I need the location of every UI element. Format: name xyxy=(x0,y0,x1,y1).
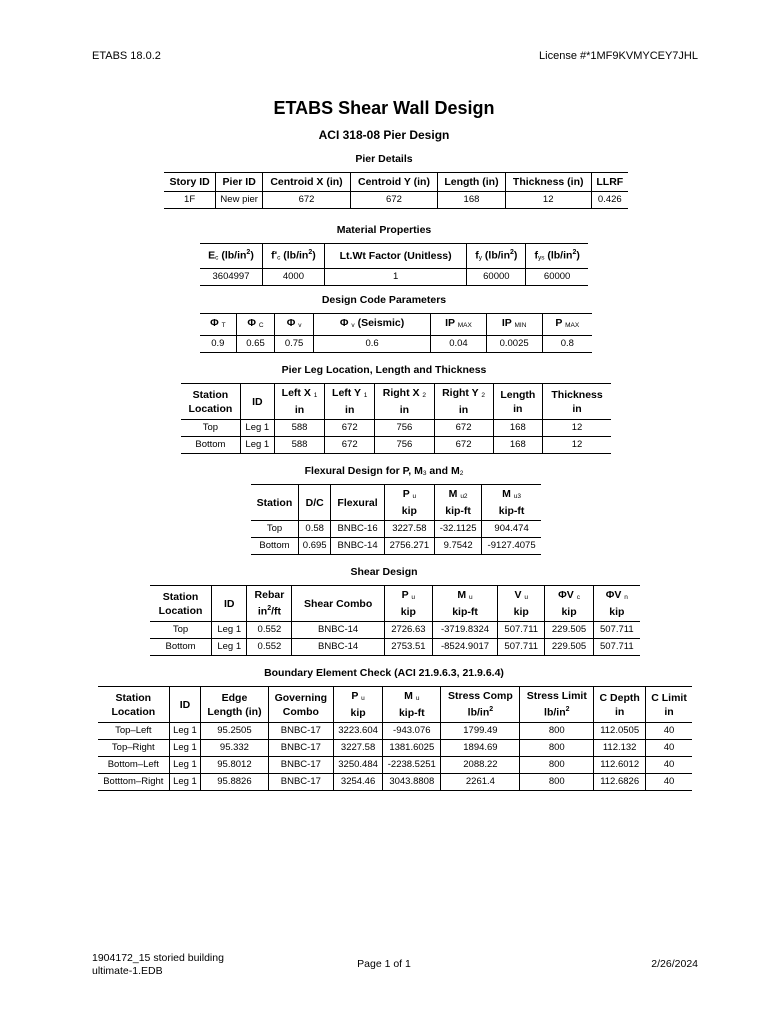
table-cell: Bottom xyxy=(251,538,298,555)
table-cell: 800 xyxy=(520,740,594,757)
table-cell: 0.552 xyxy=(247,622,292,639)
table-cell: 1381.6025 xyxy=(383,740,441,757)
footer-file-name: 1904172_15 storied building ultimate-1.EDB xyxy=(92,952,224,977)
flexural-design-table xyxy=(251,484,541,555)
table-cell: 904.474 xyxy=(482,521,541,538)
section-pier-leg: Pier Leg Location, Length and Thickness xyxy=(281,364,487,376)
col-mu: M $_u$ kip-ft xyxy=(383,687,441,723)
col-p-max: P $_{MAX}$ xyxy=(542,314,592,336)
table-cell: Top xyxy=(150,622,212,639)
table-cell: -8524.9017 xyxy=(432,639,497,656)
table-row xyxy=(181,437,611,454)
section-boundary-element: Boundary Element Check (ACI 21.9.6.3, 21.9.6.4) xyxy=(264,667,504,679)
table-cell: 112.0505 xyxy=(594,723,646,740)
col-phi-c: Φ $_C$ xyxy=(236,314,275,336)
table-cell: 0.552 xyxy=(247,639,292,656)
col-length: Length in xyxy=(493,384,543,420)
table-cell: 0.695 xyxy=(298,538,330,555)
table-cell: -32.1125 xyxy=(435,521,482,538)
table-cell: 95.332 xyxy=(201,740,268,757)
table-cell: Leg 1 xyxy=(240,420,274,437)
table-cell: 229.505 xyxy=(545,639,593,656)
section-pier-details: Pier Details xyxy=(355,153,413,165)
table-header-cell: LLRF xyxy=(591,173,628,192)
table-cell: -943.076 xyxy=(383,723,441,740)
table-cell: 507.711 xyxy=(593,639,640,656)
design-code-table xyxy=(200,313,592,353)
table-cell: 40 xyxy=(646,740,692,757)
table-cell: 3254.46 xyxy=(334,774,383,791)
col-ip-min: IP $_{MIN}$ xyxy=(486,314,542,336)
table-cell: 0.8 xyxy=(542,336,592,353)
table-cell: BNBC-17 xyxy=(268,723,333,740)
table-cell: 672 xyxy=(434,437,493,454)
col-fys: $f_{ys}$ $(lb/in^2)$ xyxy=(526,244,588,269)
table-header-cell: Pier ID xyxy=(216,173,263,192)
col-ec: $E_c$ $(lb/in^2)$ xyxy=(200,244,262,269)
table-cell: 756 xyxy=(375,420,434,437)
table-cell: Leg 1 xyxy=(240,437,274,454)
table-cell: 1894.69 xyxy=(441,740,520,757)
table-cell: 229.505 xyxy=(545,622,593,639)
table-cell: Top xyxy=(251,521,298,538)
col-phi-vc: ΦV $_c$ kip xyxy=(545,586,593,622)
table-cell: 2088.22 xyxy=(441,757,520,774)
col-thickness: Thickness in xyxy=(543,384,611,420)
table-row xyxy=(164,192,628,209)
col-station: Station Location xyxy=(150,586,212,622)
table-cell: 800 xyxy=(520,723,594,740)
table-row xyxy=(98,740,692,757)
table-cell: 112.6012 xyxy=(594,757,646,774)
section-flexural-design: Flexural Design for P, $M_3$ and $M_2$ xyxy=(304,465,464,477)
table-row xyxy=(150,622,640,639)
table-cell: 2753.51 xyxy=(384,639,432,656)
table-cell: 12 xyxy=(505,192,591,209)
table-header-cell: Story ID xyxy=(164,173,216,192)
table-row xyxy=(181,420,611,437)
table-cell: 95.8012 xyxy=(201,757,268,774)
table-cell: -9127.4075 xyxy=(482,538,541,555)
col-mu2: M $_{u2}$ kip-ft xyxy=(435,485,482,521)
table-cell: 60000 xyxy=(526,268,588,285)
table-cell: 672 xyxy=(325,420,375,437)
table-cell: Leg 1 xyxy=(169,723,201,740)
pier-leg-table xyxy=(181,383,611,454)
table-cell: 3604997 xyxy=(200,268,262,285)
table-cell: 588 xyxy=(274,420,324,437)
table-cell: 168 xyxy=(493,420,543,437)
col-edge-length: Edge Length (in) xyxy=(201,687,268,723)
table-cell: Leg 1 xyxy=(212,639,247,656)
report-subtitle: ACI 318-08 Pier Design xyxy=(318,128,450,142)
col-stress-comp: Stress Comp $lb/in^2$ xyxy=(441,687,520,723)
table-cell: Bottom xyxy=(150,639,212,656)
table-cell: 4000 xyxy=(262,268,324,285)
table-cell: Leg 1 xyxy=(169,740,201,757)
col-c-limit: C Limit in xyxy=(646,687,692,723)
col-pu: P $_u$ kip xyxy=(384,586,432,622)
col-dc: D/C xyxy=(298,485,330,521)
table-cell: 168 xyxy=(438,192,506,209)
table-cell: BNBC-17 xyxy=(268,757,333,774)
table-cell: 672 xyxy=(350,192,437,209)
table-cell: New pier xyxy=(216,192,263,209)
table-cell: Top–Left xyxy=(98,723,169,740)
table-header-cell: Thickness (in) xyxy=(505,173,591,192)
material-properties-table xyxy=(200,243,588,286)
table-cell: 0.58 xyxy=(298,521,330,538)
table-cell: Top–Right xyxy=(98,740,169,757)
col-id: ID xyxy=(240,384,274,420)
boundary-element-table xyxy=(98,686,692,791)
table-cell: 2726.63 xyxy=(384,622,432,639)
app-version: ETABS 18.0.2 xyxy=(92,50,161,62)
table-cell: 507.711 xyxy=(498,622,545,639)
table-cell: 507.711 xyxy=(498,639,545,656)
table-cell: BNBC-17 xyxy=(268,774,333,791)
table-cell: -3719.8324 xyxy=(432,622,497,639)
table-cell: 95.2505 xyxy=(201,723,268,740)
table-cell: 0.65 xyxy=(236,336,275,353)
table-cell: 12 xyxy=(543,420,611,437)
col-mu3: M $_{u3}$ kip-ft xyxy=(482,485,541,521)
pier-details-table xyxy=(164,172,628,209)
table-cell: Top xyxy=(181,420,240,437)
col-right-x: Right X $_2$ in xyxy=(375,384,434,420)
table-cell: BNBC-17 xyxy=(268,740,333,757)
section-material-properties: Material Properties xyxy=(336,224,432,236)
table-cell: Leg 1 xyxy=(169,774,201,791)
table-cell: Bottom xyxy=(181,437,240,454)
table-cell: 1799.49 xyxy=(441,723,520,740)
col-c-depth: C Depth in xyxy=(594,687,646,723)
table-cell: 0.75 xyxy=(275,336,314,353)
table-cell: 95.8826 xyxy=(201,774,268,791)
col-fc: $f'_c$ $(lb/in^2)$ xyxy=(262,244,324,269)
table-cell: Bottom–Left xyxy=(98,757,169,774)
col-phi-vn: ΦV $_n$ kip xyxy=(593,586,640,622)
col-fy: $f_y$ $(lb/in^2)$ xyxy=(467,244,526,269)
table-cell: Leg 1 xyxy=(212,622,247,639)
col-ltwt: Lt.Wt Factor (Unitless) xyxy=(324,244,467,269)
table-cell: 672 xyxy=(434,420,493,437)
table-cell: 12 xyxy=(543,437,611,454)
table-cell: 3227.58 xyxy=(384,521,434,538)
table-cell: 0.426 xyxy=(591,192,628,209)
col-pu: P $_u$ kip xyxy=(384,485,434,521)
license-number: License #*1MF9KVMYCEY7JHL xyxy=(539,50,698,62)
table-cell: 60000 xyxy=(467,268,526,285)
table-cell: 0.04 xyxy=(431,336,486,353)
col-stress-limit: Stress Limit $lb/in^2$ xyxy=(520,687,594,723)
col-pu: P $_u$ kip xyxy=(334,687,383,723)
table-row xyxy=(200,268,588,285)
table-cell: 3223.604 xyxy=(334,723,383,740)
col-station: Station xyxy=(251,485,298,521)
col-shear-combo: Shear Combo xyxy=(292,586,384,622)
section-design-code: Design Code Parameters xyxy=(321,294,447,306)
table-cell: 800 xyxy=(520,757,594,774)
table-cell: 40 xyxy=(646,757,692,774)
table-cell: 672 xyxy=(263,192,351,209)
table-row xyxy=(98,723,692,740)
col-right-y: Right Y $_2$ in xyxy=(434,384,493,420)
table-row xyxy=(200,336,592,353)
table-cell: 0.0025 xyxy=(486,336,542,353)
table-cell: 40 xyxy=(646,774,692,791)
table-row xyxy=(98,757,692,774)
table-cell: 168 xyxy=(493,437,543,454)
col-flexural: Flexural xyxy=(331,485,384,521)
table-cell: BNBC-14 xyxy=(292,639,384,656)
table-cell: 112.132 xyxy=(594,740,646,757)
section-shear-design: Shear Design xyxy=(350,566,418,578)
table-header-cell: Centroid X (in) xyxy=(263,173,351,192)
table-cell: -2238.5251 xyxy=(383,757,441,774)
table-cell: 3043.8808 xyxy=(383,774,441,791)
col-phi-t: Φ $_T$ xyxy=(200,314,236,336)
shear-design-table xyxy=(150,585,640,656)
table-cell: 112.6826 xyxy=(594,774,646,791)
table-cell: Botttom–Right xyxy=(98,774,169,791)
table-cell: 1F xyxy=(164,192,216,209)
table-cell: BNBC-14 xyxy=(331,538,384,555)
table-cell: 3227.58 xyxy=(334,740,383,757)
col-mu: M $_u$ kip-ft xyxy=(432,586,497,622)
col-left-x: Left X $_1$ in xyxy=(274,384,324,420)
table-cell: BNBC-16 xyxy=(331,521,384,538)
col-governing-combo: Governing Combo xyxy=(268,687,333,723)
footer-date: 2/26/2024 xyxy=(651,958,698,970)
table-cell: 0.9 xyxy=(200,336,236,353)
table-cell: 1 xyxy=(324,268,467,285)
report-title: ETABS Shear Wall Design xyxy=(273,98,495,118)
table-cell: 0.6 xyxy=(313,336,430,353)
col-left-y: Left Y $_1$ in xyxy=(325,384,375,420)
table-header-cell: Length (in) xyxy=(438,173,506,192)
table-header-cell: Centroid Y (in) xyxy=(350,173,437,192)
table-row xyxy=(251,538,541,555)
table-cell: 2261.4 xyxy=(441,774,520,791)
table-cell: 756 xyxy=(375,437,434,454)
col-station: Station Location xyxy=(181,384,240,420)
table-cell: 40 xyxy=(646,723,692,740)
footer-page-number: Page 1 of 1 xyxy=(357,958,411,970)
col-phi-v-seismic: Φ $_v$ (Seismic) xyxy=(313,314,430,336)
table-cell: BNBC-14 xyxy=(292,622,384,639)
table-cell: 507.711 xyxy=(593,622,640,639)
col-id: ID xyxy=(212,586,247,622)
table-cell: 2756.271 xyxy=(384,538,434,555)
table-cell: 9.7542 xyxy=(435,538,482,555)
col-station: Station Location xyxy=(98,687,169,723)
table-cell: 672 xyxy=(325,437,375,454)
col-phi-v: Φ $_v$ xyxy=(275,314,314,336)
table-cell: 800 xyxy=(520,774,594,791)
col-ip-max: IP $_{MAX}$ xyxy=(431,314,486,336)
col-rebar: Rebar $in^2/ft$ xyxy=(247,586,292,622)
col-vu: V $_u$ kip xyxy=(498,586,545,622)
col-id: ID xyxy=(169,687,201,723)
table-row xyxy=(251,521,541,538)
table-cell: Leg 1 xyxy=(169,757,201,774)
table-row xyxy=(98,774,692,791)
table-row xyxy=(150,639,640,656)
table-cell: 3250.484 xyxy=(334,757,383,774)
table-cell: 588 xyxy=(274,437,324,454)
